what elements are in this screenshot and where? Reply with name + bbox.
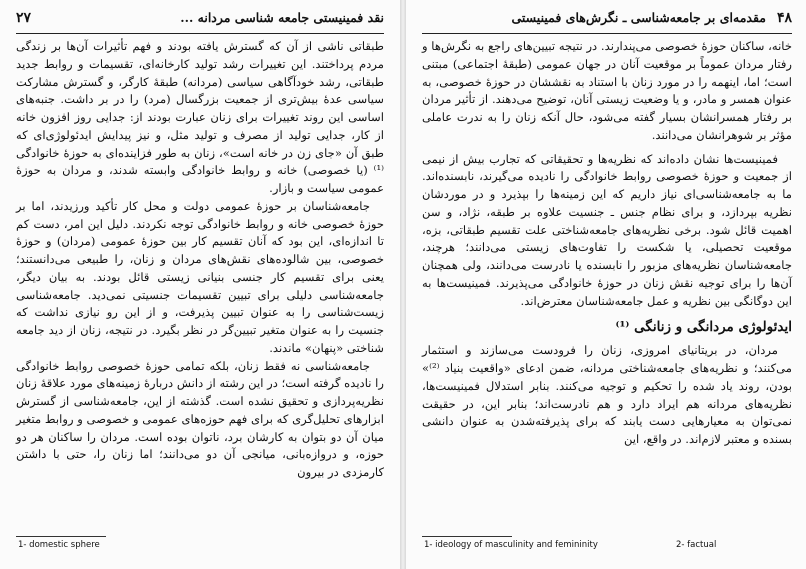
running-head: نقد فمینیستی جامعه شناسی مردانه ... xyxy=(180,10,384,25)
footnote-rule xyxy=(16,536,106,537)
paragraph: جامعه‌شناسی نه فقط زنان، بلکه تمامی حوزهٔ خصوصی روابط خانوادگی را نادیده گرفته است؛ در این رشته از دانش دربارهٔ زمینه‌های مورد علاقهٔ زنان نظریه‌پردازی و تحقیق نشده است. گذشته از این، جامعه‌شناسی از گسترش ابزارهای تحلیل‌گری که برای فهم حوزه‌های عمومی و خصوصی و روابط متغیر میان آن دو بتوان به کارشان برد، ناتوان بوده است. مردان را ساکنان هر دو حوزه، و دروازه‌بانی، میانجی آن دو می‌دانند؛ اما زنان را، حتی با داشتن کارمزدی در بیرون xyxy=(16,358,384,479)
footnote: 1- ideology of masculinity and femininity xyxy=(424,540,598,550)
paragraph: فمینیست‌ها نشان داده‌اند که نظریه‌ها و تحقیقاتی که تجارب بیش از نیمی از جمعیت و حوزهٔ خصوصی روابط خانوادگی را نادیده می‌گیرند، نابسنده‌اند. ما به جامعه‌شناسی‌ای نیاز داریم که این زمینه‌ها را بپذیرد و در موردشان نظریه بپردازد، و برای نظام جنس ـ جنسیت علاوه بر طبقه، نژاد، و سن اهمیت قائل شود. برخی نظریه‌های جامعه‌شناختی علت تقسیم طبقاتی، بزه، موقعیت تحصیلی، یا شکست را تفاوت‌های زیستی می‌دانند؛ هرچند، جامعه‌شناسان نظریه‌های مزبور را نابسنده یا نادرست می‌دانند، ولی همچنان آن‌ها را برای توجیه نقش زنان در حوزهٔ خانوادگی می‌پذیرند. فمینیست‌ها به این دوگانگی بین نظریه و عمل جامعه‌شناسان معترض‌اند. xyxy=(422,151,792,308)
section-heading: ایدئولوژی مردانگی و زنانگی ⁽¹⁾ xyxy=(615,319,792,336)
running-head: مقدمه‌ای بر جامعه‌شناسی ـ نگرش‌های فمینیستی xyxy=(511,10,766,25)
body-text xyxy=(422,38,792,449)
paragraph: طبقاتی ناشی از آن که گسترش یافته بودند و فهم تأثیرات آن‌ها بر زندگی مردم پرداختند. این تغییرات رشد تولید کارخانه‌ای، تقسیمات و روابط جدید طبقاتی، رشد خودآگاهی سیاسی (مردانه) طبقهٔ کارگر، و گسترش مشارکت سیاسی عدهٔ بیش‌تری از جمعیت بزرگسال (مرد) را در بر داشت. جنبه‌های اساسی این روند تغییرات برای زنان عبارت بودند از: جدایی روز افزون خانه از کار، جدایی تولید از مصرف و تولید مثل، و نیز پیدایش ایدئولوژی‌ای که طبق آن «جای زن در خانه است»، زنان به طور فزاینده‌ای به حوزهٔ خانوادگی ⁽¹⁾ (یا خصوصی) خانه و روابط خانوادگی وابسته شدند، و مردان به حوزهٔ عمومی سیاست و بازار. xyxy=(16,39,384,195)
right-page xyxy=(406,0,806,569)
paragraph: خانه، ساکنان حوزهٔ خصوصی می‌پندارند. در نتیجه تبیین‌های راجع به نگرش‌ها و رفتار مردان عموماً بر موقعیت آنان در جهان عمومی (طبقهٔ اجتماعی) مبتنی است؛ اما، اینهمه را در مورد زنان با استناد به نقششان در حوزهٔ خصوصی، به عنوان همسر و مادر، و یا وضعیت زیستی آنان، توضیح می‌دهند. از تأثیر مردان بر رفتار همسرانشان بسیار گفته می‌شود، حال آنکه زنان را به ندرت عاملی مؤثر بر شوهرانشان می‌دانند. xyxy=(422,39,792,142)
page-number: ۲۷ xyxy=(16,10,32,26)
footnote: 2- factual xyxy=(676,540,717,550)
page-header xyxy=(16,6,384,30)
page-number: ۴۸ xyxy=(776,10,792,26)
header-rule xyxy=(16,33,384,34)
paragraph: مردان، در بریتانیای امروزی، زنان را فرودست می‌سازند و استثمار می‌کنند؛ و نظریه‌های جامعه‌شناختی مردانه، ضمن ادعای «واقعیت بنیاد ⁽²⁾» بودن، روند یاد شده را تحکیم و توجیه می‌کنند. بنابر استدلال فمینیست‌ها، نظریه‌های مردانه هم ایراد دارد و هم نادرست‌اند؛ بنابر این، در حقیقت نمی‌توان به معیارهایی دست یابند که برای پذیرفته‌شدن به عنوان دانشی بسنده و معتبر لازم‌اند. در واقع، این xyxy=(422,343,792,446)
body-text xyxy=(16,38,384,482)
left-page xyxy=(0,0,400,569)
footnote: 1- domestic sphere xyxy=(18,540,100,550)
header-rule xyxy=(422,33,792,34)
page-header xyxy=(422,6,792,30)
paragraph: جامعه‌شناسان بر حوزهٔ عمومی دولت و محل کار تأکید ورزیدند، اما بر حوزهٔ خصوصی خانه و روابط خانوادگی توجه نکردند. دلیل این امر، دست کم تا اندازه‌ای، این بود که آنان تقسیم کار بین حوزهٔ عمومی (مردان) و حوزهٔ خصوصی، بین شالوده‌های نقش‌های مردان و زنان، را طبیعی می‌دانستند؛ یعنی برای تقسیم کار جنسی بنیانی زیستی قائل بودند. به بیان دیگر، جامعه‌شناسی دلیلی برای تبیین تقسیمات جنسیتی نمی‌دید. جامعه‌شناسی زیست‌شناسی را به عنوان تبیین پذیرفت، و از این رو نیازی نداشت که جنسیت را به عنوان متغیر تبیین‌گر در نظر بگیرد. در نتیجه، زنان از دید جامعه شناختی «پنهان» ماندند. xyxy=(16,198,384,355)
footnote-rule xyxy=(422,536,512,537)
